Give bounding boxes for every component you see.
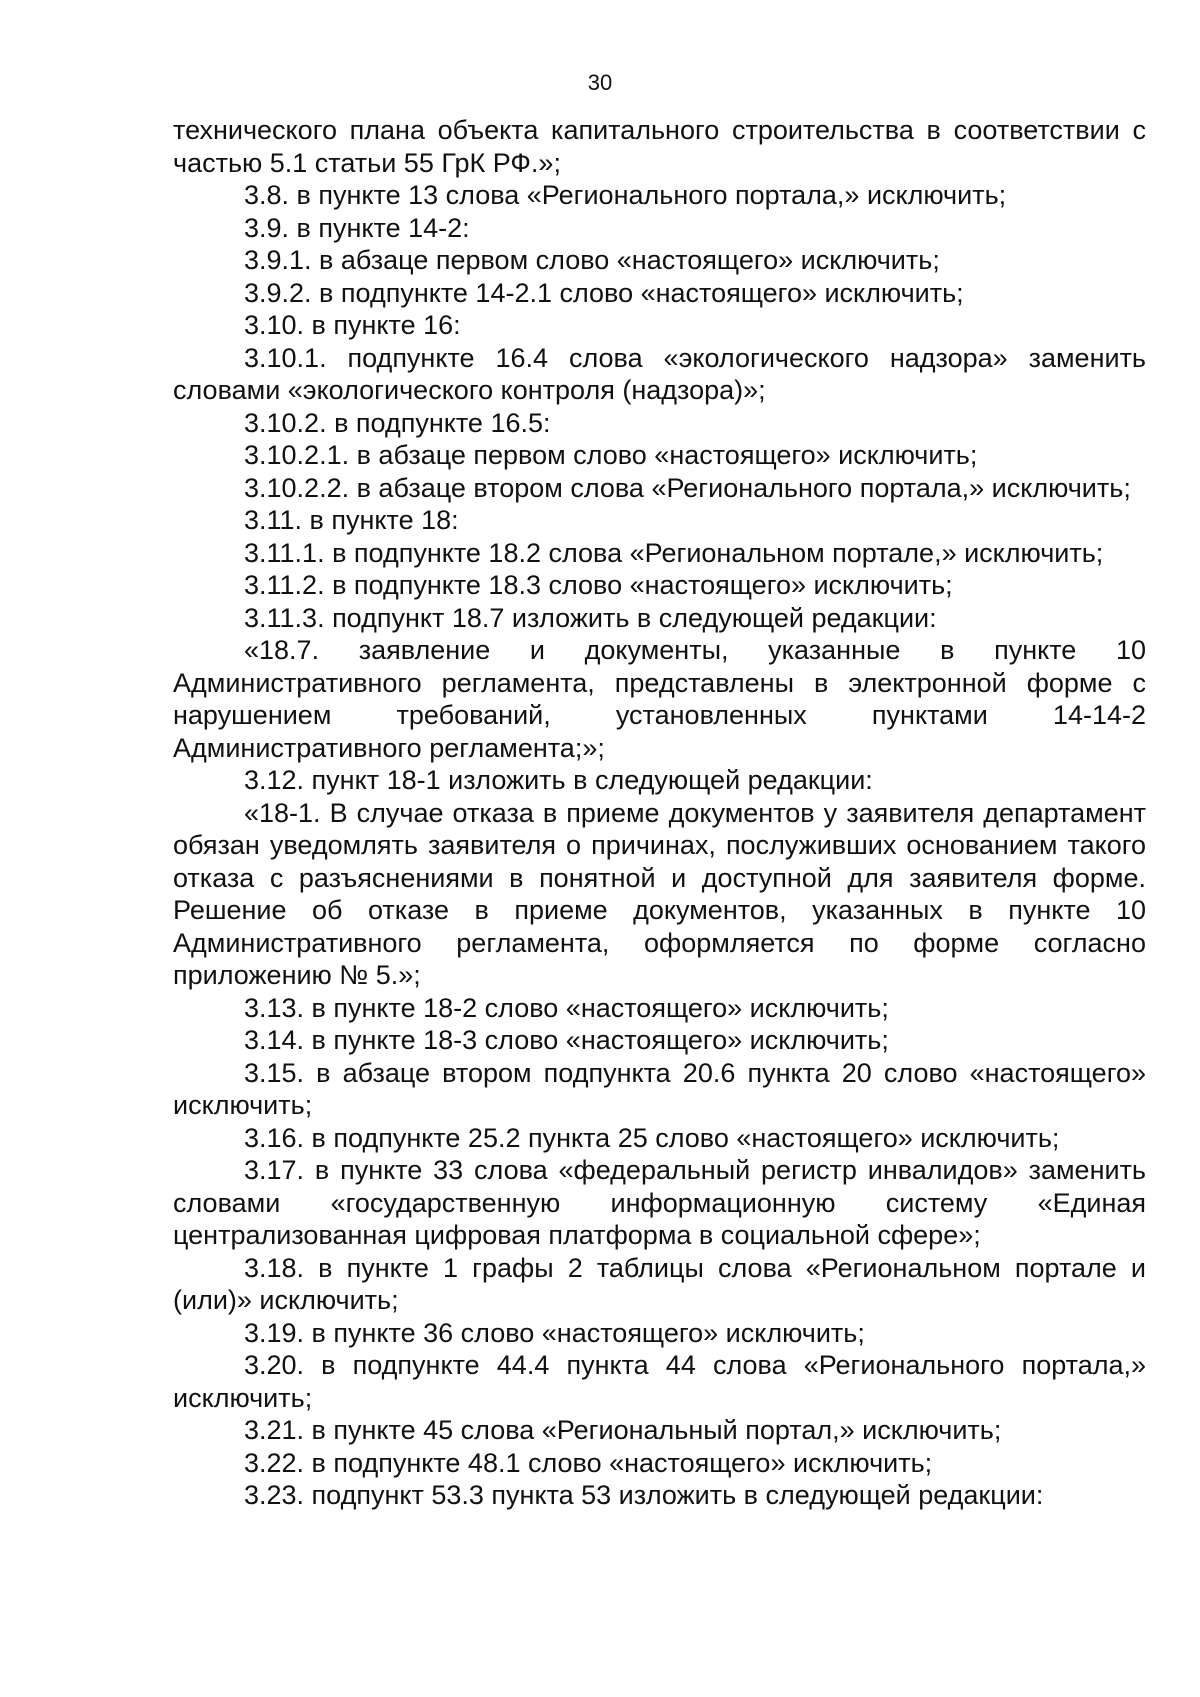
- paragraph: 3.10.2. в подпункте 16.5:: [244, 407, 551, 438]
- paragraph: 3.11.2. в подпункте 18.3 слово «настоящего» исключить;: [244, 570, 953, 600]
- paragraph: «18.7. заявление и документы, указанные в пункте 10 Административного регламента, представлены в электронной форме с нарушением требований, установленных пунктами 14-14-2 Административного регламента;»;: [173, 635, 1146, 763]
- paragraph: 3.10.2.2. в абзаце втором слова «Регионального портала,» исключить;: [244, 472, 1131, 503]
- paragraph: 3.23. подпункт 53.3 пункта 53 изложить в следующей редакции:: [244, 1480, 1044, 1510]
- paragraph: 3.22. в подпункте 48.1 слово «настоящего» исключить;: [244, 1447, 933, 1478]
- paragraph: 3.13. в пункте 18-2 слово «настоящего» исключить;: [244, 992, 889, 1023]
- paragraph: 3.18. в пункте 1 графы 2 таблицы слова «Региональном портале и (или)» исключить;: [173, 1252, 1146, 1315]
- paragraph: 3.9.1. в абзаце первом слово «настоящего» исключить;: [244, 245, 940, 275]
- paragraph: 3.19. в пункте 36 слово «настоящего» исключить;: [244, 1317, 865, 1348]
- paragraph: 3.11. в пункте 18:: [244, 505, 459, 535]
- paragraph: «18-1. В случае отказа в приеме документов у заявителя департамент обязан уведомлять заявителя о причинах, послуживших основанием такого отказа с разъяснениями в понятной и доступной для заявителя форме. Решение об отказе в приеме документов, указанных в пункте 10 Административного регламента, оформляется по форме согласно приложению № 5.»;: [173, 797, 1146, 990]
- paragraph: 3.17. в пункте 33 слова «федеральный регистр инвалидов» заменить словами «государственную информационную систему «Единая централизованная цифровая платформа в социальной сфере»;: [173, 1155, 1146, 1250]
- paragraph: 3.12. пункт 18-1 изложить в следующей редакции:: [244, 765, 873, 795]
- document-body: [173, 114, 1146, 1512]
- paragraph: 3.10. в пункте 16:: [244, 310, 461, 340]
- paragraph: 3.11.1. в подпункте 18.2 слова «Региональном портале,» исключить;: [244, 537, 1104, 568]
- paragraph: 3.15. в абзаце втором подпункта 20.6 пункта 20 слово «настоящего» исключить;: [173, 1057, 1146, 1120]
- paragraph: 3.21. в пункте 45 слова «Региональный портал,» исключить;: [244, 1415, 1002, 1445]
- paragraph: 3.9. в пункте 14-2:: [244, 212, 470, 243]
- paragraph: 3.16. в подпункте 25.2 пункта 25 слово «настоящего» исключить;: [244, 1122, 1060, 1153]
- paragraph: 3.20. в подпункте 44.4 пункта 44 слова «Регионального портала,» исключить;: [173, 1350, 1146, 1413]
- paragraph: 3.9.2. в подпункте 14-2.1 слово «настоящего» исключить;: [244, 277, 964, 308]
- paragraph: технического плана объекта капитального строительства в соответствии с частью 5.1 статьи 55 ГрК РФ.»;: [173, 115, 1146, 178]
- paragraph: 3.10.1. подпункте 16.4 слова «экологического надзора» заменить словами «экологического контроля (надзора)»;: [173, 342, 1146, 405]
- paragraph: 3.10.2.1. в абзаце первом слово «настоящего» исключить;: [244, 440, 978, 470]
- paragraph: 3.8. в пункте 13 слова «Регионального портала,» исключить;: [244, 180, 1007, 210]
- page-number: 30: [587, 70, 613, 95]
- paragraph: 3.14. в пункте 18-3 слово «настоящего» исключить;: [244, 1025, 889, 1055]
- paragraph: 3.11.3. подпункт 18.7 изложить в следующей редакции:: [244, 602, 937, 633]
